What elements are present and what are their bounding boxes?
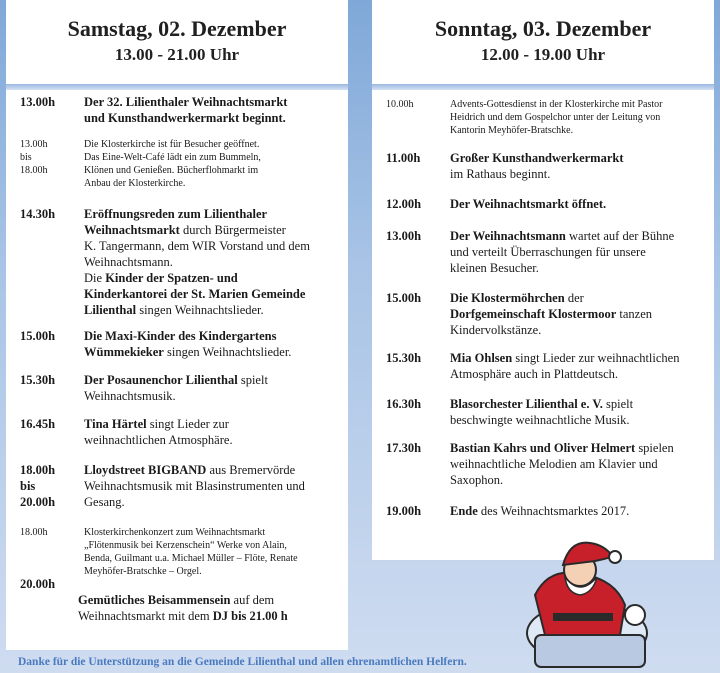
- entry-text: singt Lieder zur weihnachtlichen Atmosphäre auch in Plattdeutsch.: [450, 351, 680, 381]
- entry-description: [84, 328, 344, 360]
- saturday-header: [6, 0, 348, 84]
- entry-time: 17.30h: [386, 441, 422, 455]
- entry-text: spielt Weihnachtsmusik.: [84, 373, 268, 403]
- entry-description: [78, 592, 340, 624]
- entry-description: [84, 416, 344, 448]
- entry-highlight: Blasorchester Lilienthal e. V.: [450, 397, 603, 411]
- entry-description: [84, 526, 344, 578]
- entry-highlight: Bastian Kahrs und Oliver Helmert: [450, 441, 636, 455]
- entry-description: [84, 138, 344, 190]
- entry-time: 16.30h: [386, 397, 422, 411]
- entry-highlight: Die Klostermöhrchen: [450, 291, 565, 305]
- entry-highlight: Großer Kunsthandwerkermarkt: [450, 151, 624, 165]
- entry-description: [450, 150, 710, 182]
- entry-time: 11.00h: [386, 151, 421, 165]
- entry-time: 18.00h: [20, 527, 48, 538]
- entry-highlight: Der Weihnachtsmann: [450, 229, 566, 243]
- entry-time: 15.30h: [20, 373, 56, 387]
- entry-description: [450, 228, 710, 276]
- entry-highlight: Ende: [450, 504, 478, 518]
- entry-text: wartet auf der Bühne und verteilt Überraschungen für unsere kleinen Besucher.: [450, 229, 675, 275]
- entry-text: Klosterkirchenkonzert zum Weihnachtsmarkt „Flötenmusik bei Kerzenschein“ Werke von Alain, Benda, Guilmant u.a. Michael Müller – Flöte, Renate Meyhöfer-Bratschke – Orgel.: [84, 527, 298, 577]
- entry-time: 14.30h: [20, 207, 56, 221]
- saturday-hours: 13.00 - 21.00 Uhr: [114, 45, 240, 64]
- entry-text: singt Lieder zur weihnachtlichen Atmosphäre.: [84, 417, 233, 447]
- saturday-column: [6, 0, 348, 650]
- entry-text: auf dem Weihnachtsmarkt mit dem: [78, 593, 275, 623]
- entry-text: tanzen Kindervolkstänze.: [450, 307, 653, 337]
- entry-description: [84, 206, 344, 318]
- entry-description: [450, 196, 710, 212]
- sunday-hours: 12.00 - 19.00 Uhr: [480, 45, 606, 64]
- entry-highlight: Lloydstreet BIGBAND: [84, 463, 207, 477]
- sunday-header: [372, 0, 714, 84]
- entry-highlight: Gemütliches Beisammensein: [78, 593, 231, 607]
- entry-text: singen Weihnachtslieder.: [163, 345, 292, 359]
- saturday-title: Samstag, 02. Dezember: [67, 16, 287, 41]
- entry-time: 19.00h: [386, 504, 422, 518]
- entry-time: 13.00h: [20, 95, 56, 109]
- entry-text: des Weihnachtsmarktes 2017.: [477, 504, 630, 518]
- entry-time: 13.00h bis 18.00h: [20, 139, 48, 176]
- entry-description: [84, 94, 344, 126]
- sunday-title: Sonntag, 03. Dezember: [434, 16, 652, 41]
- entry-time: 12.00h: [386, 197, 422, 211]
- entry-time: 16.45h: [20, 417, 56, 431]
- entry-highlight: Der Weihnachtsmarkt öffnet.: [450, 197, 607, 211]
- entry-time: 15.30h: [386, 351, 422, 365]
- entry-text: Die Klosterkirche ist für Besucher geöffnet. Das Eine-Welt-Café lädt ein zum Bummeln, Klönen und Genießen. Bücherflohmarkt im Anbau der Klosterkirche.: [84, 139, 261, 189]
- entry-time: 20.00h: [20, 577, 56, 591]
- entry-highlight: Der 32. Lilienthaler Weihnachtsmarkt und Kunsthandwerkermarkt beginnt.: [84, 95, 288, 125]
- entry-time: 10.00h: [386, 99, 414, 110]
- sunday-header-band: [372, 84, 714, 90]
- sunday-column: [372, 0, 714, 560]
- entry-highlight: Der Posaunenchor Lilienthal: [84, 373, 238, 387]
- entry-text: aus Bremervörde Weihnachtsmusik mit Blasinstrumenten und Gesang.: [84, 463, 305, 509]
- entry-highlight: Die Maxi-Kinder des Kindergartens Wümmekieker: [84, 329, 277, 359]
- entry-highlight: Dorfgemeinschaft Klostermoor: [450, 307, 617, 321]
- entry-time: 18.00h bis 20.00h: [20, 463, 56, 509]
- entry-text: Advents-Gottesdienst in der Klosterkirche mit Pastor Heidrich und dem Gospelchor unter der Leitung von Kantorin Meyhöfer-Bratschke.: [450, 99, 663, 136]
- entry-description: [450, 396, 710, 428]
- entry-description: [450, 440, 710, 488]
- entry-highlight: Kinder der Spatzen- und Kinderkantorei der St. Marien Gemeinde Lilienthal: [84, 271, 306, 317]
- entry-description: [450, 350, 710, 382]
- entry-description: [84, 462, 344, 510]
- santa-illustration: [495, 535, 665, 670]
- entry-description: [450, 290, 710, 338]
- entry-time: 13.00h: [386, 229, 422, 243]
- entry-text: singen Weihnachtslieder.: [136, 303, 264, 317]
- entry-description: [450, 503, 710, 519]
- entry-highlight: Mia Ohlsen: [450, 351, 513, 365]
- entry-description: [84, 372, 344, 404]
- entry-time: 15.00h: [386, 291, 422, 305]
- entry-text: spielen weihnachtliche Melodien am Klavier und Saxophon.: [450, 441, 674, 487]
- entry-highlight: Tina Härtel: [84, 417, 147, 431]
- saturday-header-band: [6, 84, 348, 90]
- entry-highlight: DJ bis 21.00 h: [212, 609, 288, 623]
- entry-description: [450, 98, 710, 137]
- entry-text: durch Bürgermeister K. Tangermann, dem WIR Vorstand und dem Weihnachtsmann. Die: [84, 223, 310, 285]
- footer-thanks: Danke für die Unterstützung an die Gemeinde Lilienthal und allen ehrenamtlichen Helfern.: [18, 656, 467, 668]
- entry-highlight: Eröffnungsreden zum Lilienthaler Weihnachtsmarkt: [84, 207, 268, 237]
- entry-text: im Rathaus beginnt.: [450, 167, 551, 181]
- entry-text: der: [567, 291, 584, 305]
- entry-text: spielt beschwingte weihnachtliche Musik.: [450, 397, 634, 427]
- entry-time: 15.00h: [20, 329, 56, 343]
